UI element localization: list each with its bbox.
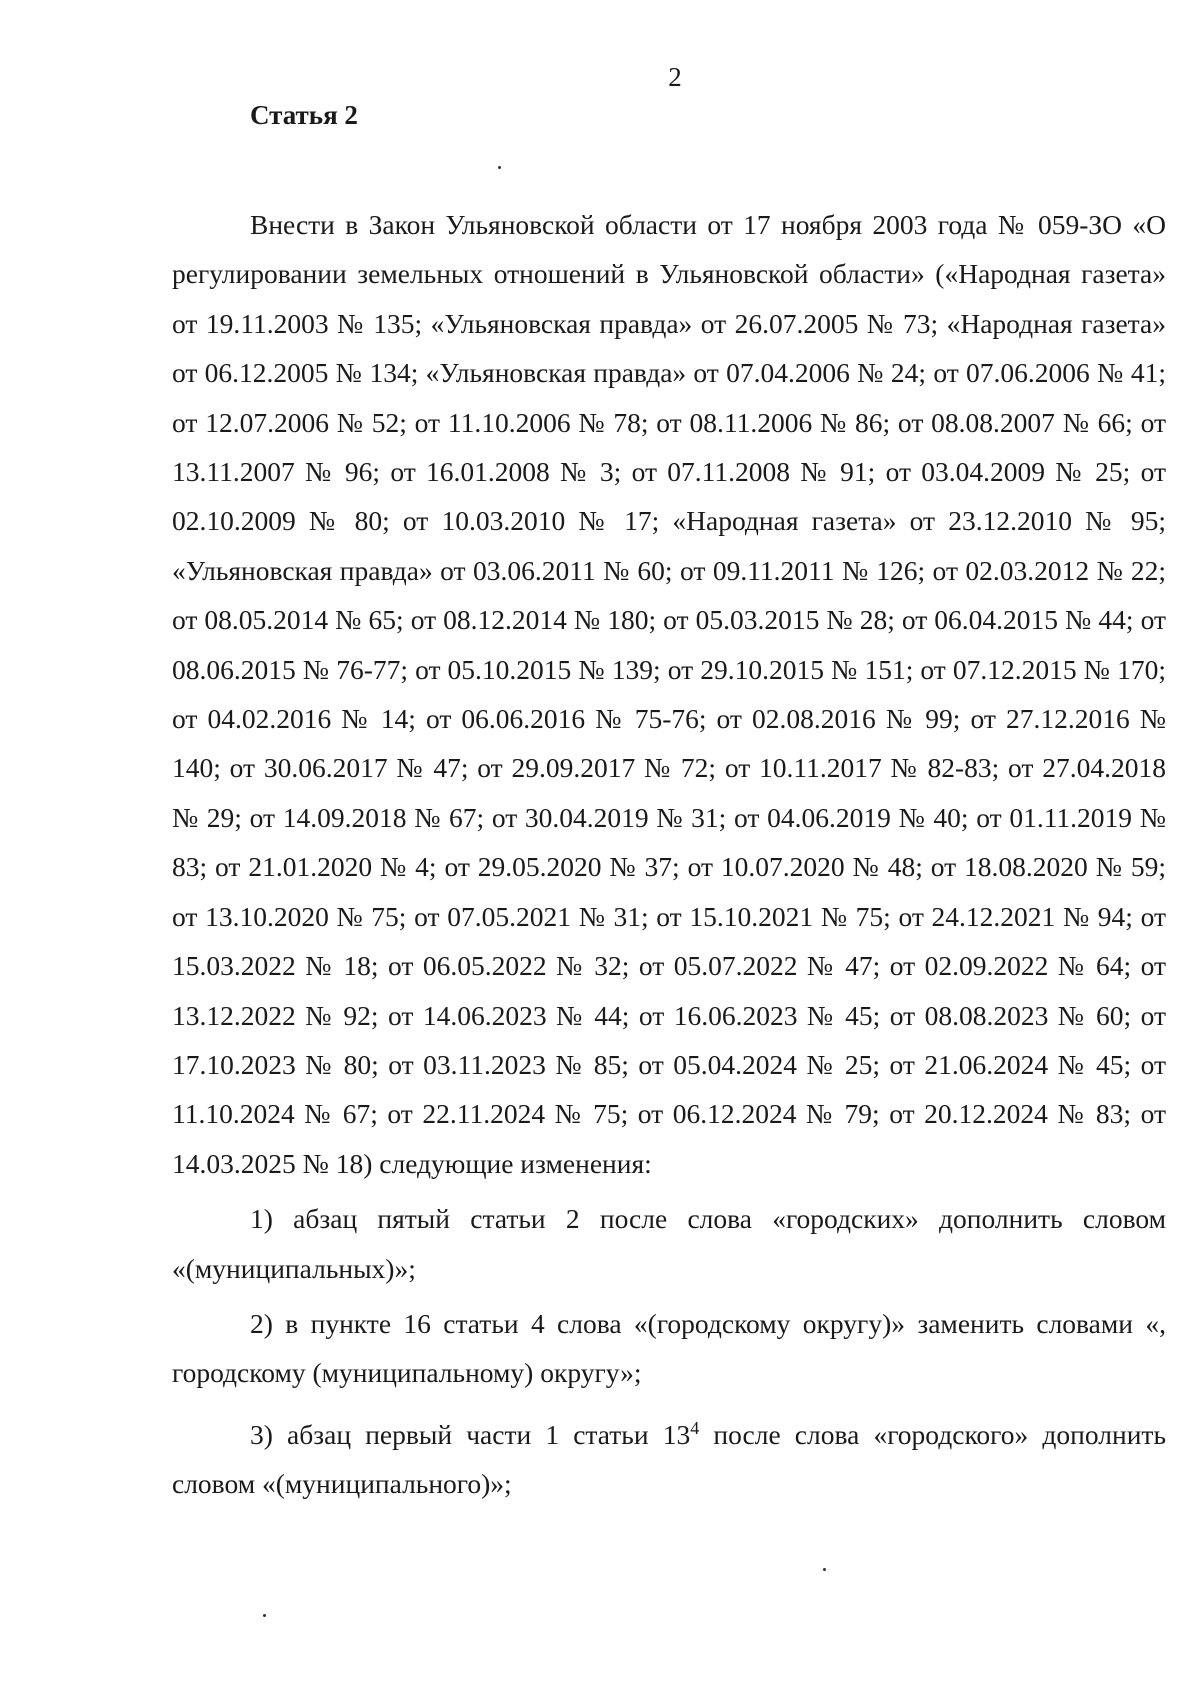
article-superscript: 4 <box>690 1417 700 1438</box>
amendment-item-1: 1) абзац пятый статьи 2 после слова «городских» дополнить словом «(муниципальных)»; <box>172 1203 1166 1284</box>
amendment-item-3 <box>172 1404 1166 1509</box>
scan-speck <box>823 1568 826 1571</box>
scan-speck <box>263 1614 266 1617</box>
scan-speck <box>498 166 501 169</box>
document-body <box>172 200 1166 1509</box>
intro-paragraph: Внести в Закон Ульяновской области от 17 ноября 2003 года № 059-ЗО «О регулировании земельных отношений в Ульяновской области» («Народная газета» от 19.11.2003 № 135; «Ульяновская правда» от 26.07.2005 № 73; «Народная газета» от 06.12.2005 № 134; «Ульяновская правда» от 07.04.2006 № 24; от 07.06.2006 № 41; от 12.07.2006 № 52; от 11.10.2006 № 78; от 08.11.2006 № 86; от 08.08.2007 № 66; от 13.11.2007 № 96; от 16.01.2008 № 3; от 07.11.2008 № 91; от 03.04.2009 № 25; от 02.10.2009 № 80; от 10.03.2010 № 17; «Народная газета» от 23.12.2010 № 95; «Ульяновская правда» от 03.06.2011 № 60; от 09.11.2011 № 126; от 02.03.2012 № 22; от 08.05.2014 № 65; от 08.12.2014 № 180; от 05.03.2015 № 28; от 06.04.2015 № 44; от 08.06.2015 № 76-77; от 05.10.2015 № 139; от 29.10.2015 № 151; от 07.12.2015 № 170; от 04.02.2016 № 14; от 06.06.2016 № 75-76; от 02.08.2016 № 99; от 27.12.2016 № 140; от 30.06.2017 № 47; от 29.09.2017 № 72; от 10.11.2017 № 82-83; от 27.04.2018 № 29; от 14.09.2018 № 67; от 30.04.2019 № 31; от 04.06.2019 № 40; от 01.11.2019 № 83; от 21.01.2020 № 4; от 29.05.2020 № 37; от 10.07.2020 № 48; от 18.08.2020 № 59; от 13.10.2020 № 75; от 07.05.2021 № 31; от 15.10.2021 № 75; от 24.12.2021 № 94; от 15.03.2022 № 18; от 06.05.2022 № 32; от 05.07.2022 № 47; от 02.09.2022 № 64; от 13.12.2022 № 92; от 14.06.2023 № 44; от 16.06.2023 № 45; от 08.08.2023 № 60; от 17.10.2023 № 80; от 03.11.2023 № 85; от 05.04.2024 № 25; от 21.06.2024 № 45; от 11.10.2024 № 67; от 22.11.2024 № 75; от 06.12.2024 № 79; от 20.12.2024 № 83; от 14.03.2025 № 18) следующие изменения: <box>172 209 1166 1179</box>
page-number: 2 <box>668 62 682 92</box>
amendment-item-3-start: 3) абзац первый части 1 статьи 13 <box>250 1418 691 1450</box>
amendment-item-3-end: после слова «городского» дополнить словом «(муниципального)»; <box>172 1418 1166 1500</box>
article-heading: Статья 2 <box>250 100 358 130</box>
amendment-item-2: 2) в пункте 16 статьи 4 слова «(городскому округу)» заменить словами «, городскому (муниципальному) округу»; <box>172 1307 1166 1389</box>
